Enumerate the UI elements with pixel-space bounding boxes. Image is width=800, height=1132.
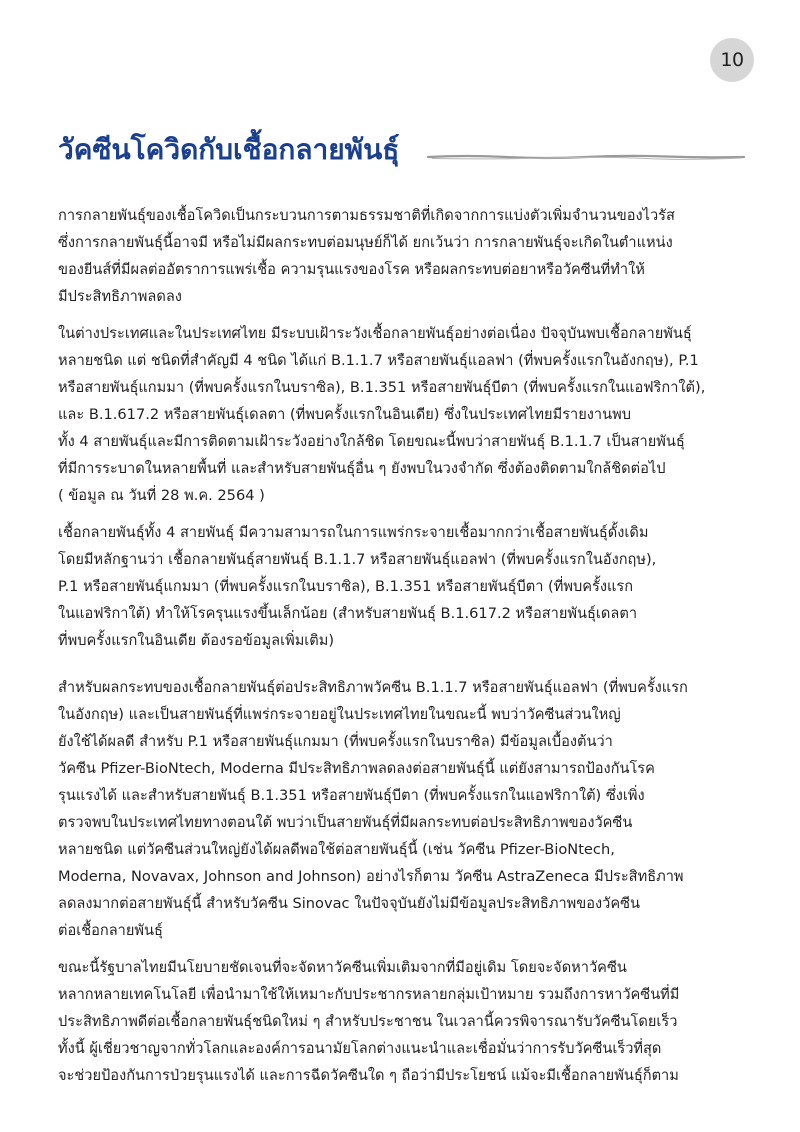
paragraph-line: หลายชนิด แต่วัคซีนส่วนใหญ่ยังได้ผลดีพอใช้ต่อสายพันธุ์นี้ (เช่น วัคซีน Pfizer-BioNtech, bbox=[58, 841, 615, 858]
paragraph-line: สำหรับผลกระทบของเชื้อกลายพันธุ์ต่อประสิทธิภาพวัคซีน B.1.1.7 หรือสายพันธุ์แอลฟา (ที่พบครั้งแรก bbox=[58, 679, 688, 696]
title-divider bbox=[426, 150, 746, 164]
paragraph-line: ที่มีการระบาดในหลายพื้นที่ และสำหรับสายพันธุ์อื่น ๆ ยังพบในวงจำกัด ซึ่งต้องติดตามใกล้ชิดต่อไป bbox=[58, 460, 666, 477]
page-number-badge bbox=[710, 38, 754, 82]
paragraph-line: หรือสายพันธุ์แกมมา (ที่พบครั้งแรกในบราซิล), B.1.351 หรือสายพันธุ์บีตา (ที่พบครั้งแรกในแอฟริกาใต้), bbox=[58, 379, 706, 396]
paragraph-line: ของยีนส์ที่มีผลต่ออัตราการแพร่เชื้อ ความรุนแรงของโรค หรือผลกระทบต่อยาหรือวัคซีนที่ทำให้ bbox=[58, 261, 645, 278]
paragraph-line: ในอังกฤษ) และเป็นสายพันธุ์ที่แพร่กระจายอยู่ในประเทศไทยในขณะนี้ พบว่าวัคซีนส่วนใหญ่ bbox=[58, 706, 621, 723]
paragraph-line: ซึ่งการกลายพันธุ์นี้อาจมี หรือไม่มีผลกระทบต่อมนุษย์ก็ได้ ยกเว้นว่า การกลายพันธุ์จะเกิดในตำแหน่ง bbox=[58, 234, 673, 251]
paragraph-line: เชื้อกลายพันธุ์ทั้ง 4 สายพันธุ์ มีความสามารถในการแพร่กระจายเชื้อมากกว่าเชื้อสายพันธุ์ดั้งเดิม bbox=[58, 524, 649, 541]
paragraph-line: โดยมีหลักฐานว่า เชื้อกลายพันธุ์สายพันธุ์ B.1.1.7 หรือสายพันธุ์แอลฟา (ที่พบครั้งแรกในอังกฤษ), bbox=[58, 551, 657, 568]
paragraph-line: P.1 หรือสายพันธุ์แกมมา (ที่พบครั้งแรกในบราซิล), B.1.351 หรือสายพันธุ์บีตา (ที่พบครั้งแรก bbox=[58, 578, 634, 595]
paragraph-line: ( ข้อมูล ณ วันที่ 28 พ.ค. 2564 ) bbox=[58, 487, 265, 504]
paragraph-line: ในแอฟริกาใต้) ทำให้โรครุนแรงขึ้นเล็กน้อย (สำหรับสายพันธุ์ B.1.617.2 หรือสายพันธุ์เดลตา bbox=[58, 605, 638, 622]
paragraph-line: ทั้งนี้ ผู้เชี่ยวชาญจากทั่วโลกและองค์การอนามัยโลกต่างแนะนำและเชื่อมั่นว่าการรับวัคซีนเร็วที่สุด bbox=[58, 1040, 662, 1057]
paragraph-line: ลดลงมากต่อสายพันธุ์นี้ สำหรับวัคซีน Sinovac ในปัจจุบันยังไม่มีข้อมูลประสิทธิภาพของวัคซีน bbox=[58, 895, 640, 912]
paragraph-line: ต่อเชื้อกลายพันธุ์ bbox=[58, 922, 163, 939]
paragraph-line: มีประสิทธิภาพลดลง bbox=[58, 288, 182, 305]
paragraph-line: ขณะนี้รัฐบาลไทยมีนโยบายชัดเจนที่จะจัดหาวัคซีนเพิ่มเติมจากที่มีอยู่เดิม โดยจะจัดหาวัคซีน bbox=[58, 959, 627, 976]
paragraph-line: หลายชนิด แต่ ชนิดที่สำคัญมี 4 ชนิด ได้แก่ B.1.1.7 หรือสายพันธุ์แอลฟา (ที่พบครั้งแรกในอังกฤษ), P.1 bbox=[58, 352, 699, 369]
paragraph-line: ประสิทธิภาพดีต่อเชื้อกลายพันธุ์ชนิดใหม่ ๆ สำหรับประชาชน ในเวลานี้ควรพิจารณารับวัคซีนโดยเร็ว bbox=[58, 1013, 678, 1030]
paragraph-line: จะช่วยป้องกันการป่วยรุนแรงได้ และการฉีดวัคซีนใด ๆ ถือว่ามีประโยชน์ แม้จะมีเชื้อกลายพันธุ์ก็ตาม bbox=[58, 1067, 679, 1084]
paragraph-line: Moderna, Novavax, Johnson and Johnson) อย่างไรก็ตาม วัคซีน AstraZeneca มีประสิทธิภาพ bbox=[58, 868, 684, 885]
paragraph-line: ทั้ง 4 สายพันธุ์และมีการติดตามเฝ้าระวังอย่างใกล้ชิด โดยขณะนี้พบว่าสายพันธุ์ B.1.1.7 เป็นสายพันธุ์ bbox=[58, 433, 685, 450]
page-number: 10 bbox=[720, 49, 744, 71]
page-title: วัคซีนโควิดกับเชื้อกลายพันธุ์ bbox=[58, 133, 400, 166]
paragraph-line: ยังใช้ได้ผลดี สำหรับ P.1 หรือสายพันธุ์แกมมา (ที่พบครั้งแรกในบราซิล) มีข้อมูลเบื้องต้นว่า bbox=[58, 733, 613, 750]
paragraph-line: ที่พบครั้งแรกในอินเดีย ต้องรอข้อมูลเพิ่มเติม) bbox=[58, 632, 335, 649]
paragraph-line: หลากหลายเทคโนโลยี เพื่อนำมาใช้ให้เหมาะกับประชากรหลายกลุ่มเป้าหมาย รวมถึงการหาวัคซีนที่มี bbox=[58, 986, 680, 1003]
paragraph-line: ในต่างประเทศและในประเทศไทย มีระบบเฝ้าระวังเชื้อกลายพันธุ์อย่างต่อเนื่อง ปัจจุบันพบเชื้อกลายพันธุ์ bbox=[58, 325, 692, 342]
paragraph-line: และ B.1.617.2 หรือสายพันธุ์เดลตา (ที่พบครั้งแรกในอินเดีย) ซึ่งในประเทศไทยมีรายงานพบ bbox=[58, 406, 631, 423]
paragraph-line: ตรวจพบในประเทศไทยทางตอนใต้ พบว่าเป็นสายพันธุ์ที่มีผลกระทบต่อประสิทธิภาพของวัคซีน bbox=[58, 814, 633, 831]
paragraph-line: วัคซีน Pfizer-BioNtech, Moderna มีประสิทธิภาพลดลงต่อสายพันธุ์นี้ แต่ยังสามารถป้องกันโรค bbox=[58, 760, 655, 777]
paragraph-line: การกลายพันธุ์ของเชื้อโควิดเป็นกระบวนการตามธรรมชาติที่เกิดจากการแบ่งตัวเพิ่มจำนวนของไวรัส bbox=[58, 207, 675, 224]
paragraph-line: รุนแรงได้ และสำหรับสายพันธุ์ B.1.351 หรือสายพันธุ์บีตา (ที่พบครั้งแรกในแอฟริกาใต้) ซึ่งเพิ่ง bbox=[58, 787, 645, 804]
